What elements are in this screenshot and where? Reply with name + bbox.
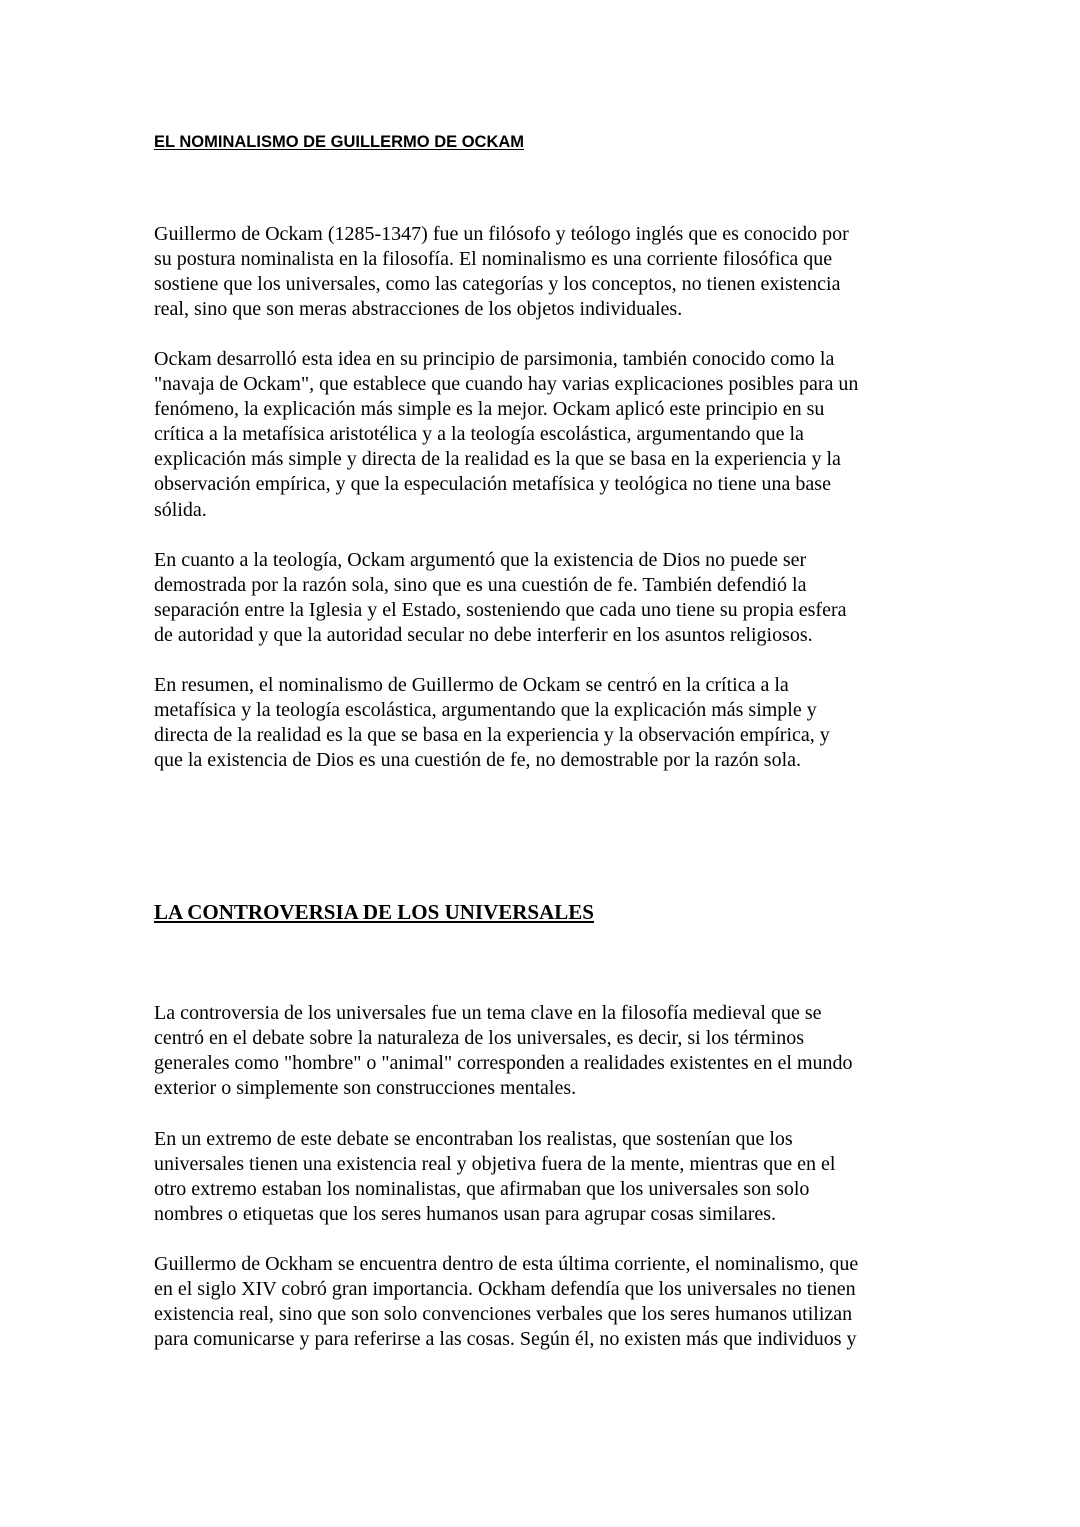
text-line: para comunicarse y para referirse a las cosas. Según él, no existen más que individuos y	[154, 1328, 857, 1351]
text-line: Ockam desarrolló esta idea en su principio de parsimonia, también conocido como la	[154, 348, 835, 370]
paragraph	[154, 1001, 934, 1101]
text-line: "navaja de Ockam", que establece que cuando hay varias explicaciones posibles para un	[154, 373, 859, 396]
text-line: directa de la realidad es la que se basa en la experiencia y la observación empírica, y	[154, 724, 830, 747]
text-line: En un extremo de este debate se encontraban los realistas, que sostenían que los	[154, 1128, 793, 1150]
text-line: que la existencia de Dios es una cuestión de fe, no demostrable por la razón sola.	[154, 749, 802, 772]
text-line: centró en el debate sobre la naturaleza de los universales, es decir, si los términos	[154, 1027, 805, 1050]
text-line: sólida.	[154, 498, 207, 521]
text-line: explicación más simple y directa de la realidad es la que se basa en la experiencia y la	[154, 448, 841, 471]
text-line: exterior o simplemente son construcciones mentales.	[154, 1077, 577, 1100]
text-line: crítica a la metafísica aristotélica y a la teología escolástica, argumentando que la	[154, 423, 804, 446]
text-line: nombres o etiquetas que los seres humanos usan para agrupar cosas similares.	[154, 1203, 777, 1226]
text-line: demostrada por la razón sola, sino que es una cuestión de fe. También defendió la	[154, 574, 807, 597]
section-title-controversia: LA CONTROVERSIA DE LOS UNIVERSALES	[154, 900, 594, 924]
text-line: en el siglo XIV cobró gran importancia. Ockham defendía que los universales no tienen	[154, 1278, 856, 1301]
text-line: real, sino que son meras abstracciones de los objetos individuales.	[154, 298, 683, 321]
paragraph	[154, 548, 934, 648]
text-line: fenómeno, la explicación más simple es la mejor. Ockam aplicó este principio en su	[154, 398, 825, 421]
text-line: su postura nominalista en la filosofía. El nominalismo es una corriente filosófica que	[154, 248, 833, 271]
text-line: En resumen, el nominalismo de Guillermo de Ockam se centró en la crítica a la	[154, 674, 789, 696]
text-line: Guillermo de Ockam (1285-1347) fue un filósofo y teólogo inglés que es conocido por	[154, 223, 849, 245]
text-line: otro extremo estaban los nominalistas, que afirmaban que los universales son solo	[154, 1178, 810, 1201]
text-line: observación empírica, y que la especulación metafísica y teológica no tiene una base	[154, 473, 831, 496]
paragraph	[154, 347, 934, 523]
paragraph	[154, 1252, 934, 1352]
text-line: separación entre la Iglesia y el Estado, sosteniendo que cada uno tiene su propia esfera	[154, 599, 847, 622]
text-line: universales tienen una existencia real y objetiva fuera de la mente, mientras que en el	[154, 1153, 836, 1176]
section-title-nominalismo: EL NOMINALISMO DE GUILLERMO DE OCKAM	[154, 133, 525, 151]
text-line: La controversia de los universales fue un tema clave en la filosofía medieval que se	[154, 1002, 822, 1024]
text-line: metafísica y la teología escolástica, argumentando que la explicación más simple y	[154, 699, 817, 722]
text-line: generales como "hombre" o "animal" corresponden a realidades existentes en el mundo	[154, 1052, 853, 1075]
paragraph	[154, 1127, 934, 1227]
text-line: En cuanto a la teología, Ockam argumentó que la existencia de Dios no puede ser	[154, 549, 807, 571]
text-line: existencia real, sino que son solo convenciones verbales que los seres humanos utilizan	[154, 1303, 853, 1326]
paragraph	[154, 673, 934, 773]
text-line: sostiene que los universales, como las categorías y los conceptos, no tienen existencia	[154, 273, 841, 296]
text-line: Guillermo de Ockham se encuentra dentro de esta última corriente, el nominalismo, que	[154, 1253, 859, 1275]
text-line: de autoridad y que la autoridad secular no debe interferir en los asuntos religiosos.	[154, 624, 813, 647]
paragraph	[154, 222, 934, 322]
